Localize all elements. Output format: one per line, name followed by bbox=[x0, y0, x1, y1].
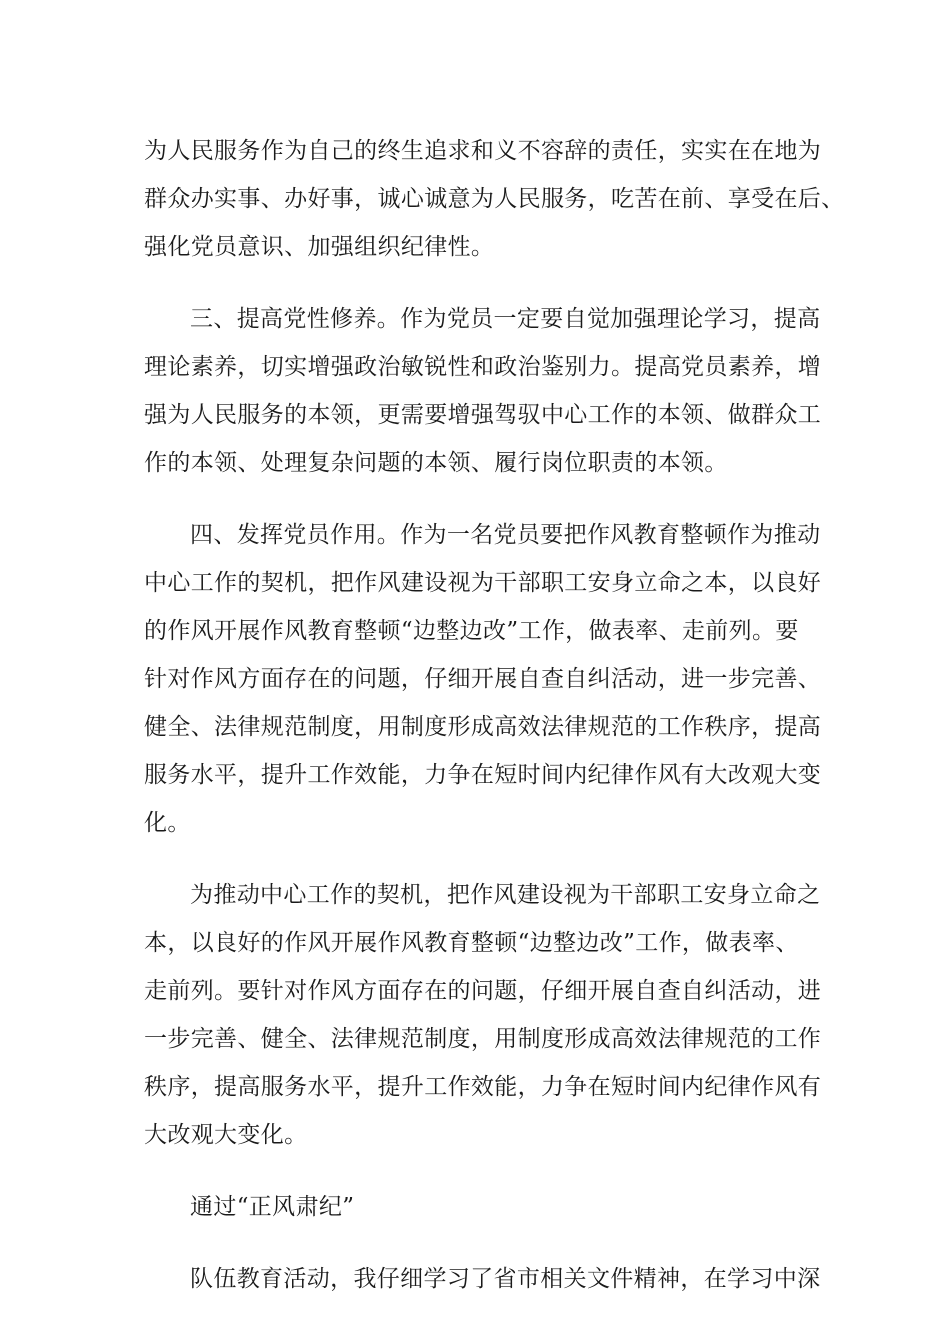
paragraph-line: 化。 bbox=[144, 810, 191, 836]
paragraph-line: 作的本领、处理复杂问题的本领、履行岗位职责的本领。 bbox=[144, 450, 728, 476]
paragraph-line: 健全、法律规范制度，用制度形成高效法律规范的工作秩序，提高 bbox=[144, 714, 822, 740]
paragraph-line: 理论素养，切实增强政治敏锐性和政治鉴别力。提高党员素养，增 bbox=[144, 354, 822, 380]
paragraph-line: 一步完善、健全、法律规范制度，用制度形成高效法律规范的工作 bbox=[144, 1026, 822, 1052]
paragraph-line: 服务水平，提升工作效能，力争在短时间内纪律作风有大改观大变 bbox=[144, 762, 822, 788]
paragraph-line: 大改观大变化。 bbox=[144, 1122, 308, 1148]
paragraph-line: 针对作风方面存在的问题，仔细开展自查自纠活动，进一步完善、 bbox=[144, 666, 822, 692]
paragraph-line: 群众办实事、办好事，诚心诚意为人民服务，吃苦在前、享受在后、 bbox=[144, 186, 845, 212]
paragraph-line: 的作风开展作风教育整顿“边整边改”工作，做表率、走前列。要 bbox=[144, 618, 799, 644]
section-heading-line: 三、提高党性修养。作为党员一定要自觉加强理论学习，提高 bbox=[190, 306, 821, 332]
section-heading-line: 四、发挥党员作用。作为一名党员要把作风教育整顿作为推动 bbox=[190, 522, 821, 548]
paragraph-line: 中心工作的契机，把作风建设视为干部职工安身立命之本，以良好 bbox=[144, 570, 822, 596]
paragraph-line: 本，以良好的作风开展作风教育整顿“边整边改”工作，做表率、 bbox=[144, 930, 799, 956]
paragraph-line: 强为人民服务的本领，更需要增强驾驭中心工作的本领、做群众工 bbox=[144, 402, 822, 428]
paragraph-line: 队伍教育活动，我仔细学习了省市相关文件精神，在学习中深 bbox=[190, 1266, 821, 1292]
paragraph-line: 通过“正风肃纪” bbox=[190, 1194, 355, 1220]
paragraph-line: 为人民服务作为自己的终生追求和义不容辞的责任，实实在在地为 bbox=[144, 138, 822, 164]
paragraph-line: 强化党员意识、加强组织纪律性。 bbox=[144, 234, 495, 260]
paragraph-line: 秩序，提高服务水平，提升工作效能，力争在短时间内纪律作风有 bbox=[144, 1074, 822, 1100]
paragraph-line: 为推动中心工作的契机，把作风建设视为干部职工安身立命之 bbox=[190, 882, 821, 908]
paragraph-line: 走前列。要针对作风方面存在的问题，仔细开展自查自纠活动，进 bbox=[144, 978, 822, 1004]
